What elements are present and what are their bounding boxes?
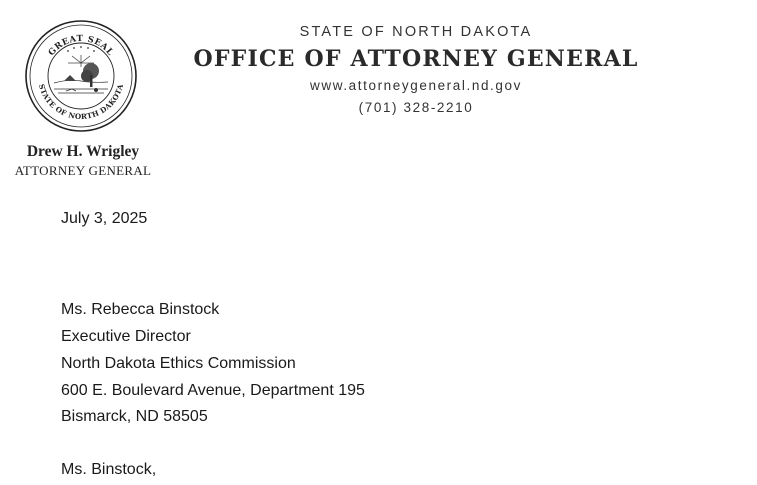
recipient-organization: North Dakota Ethics Commission (61, 355, 296, 372)
attorney-general-name: Drew H. Wrigley (26, 143, 140, 160)
phone-number: (701) 328-2210 (358, 100, 474, 115)
letterhead (190, 23, 642, 116)
attorney-general-title: ATTORNEY GENERAL (14, 163, 152, 178)
great-seal-icon (24, 19, 138, 133)
recipient-street: 600 E. Boulevard Avenue, Department 195 (61, 382, 365, 399)
svg-text:GREAT SEAL (47, 34, 115, 58)
seal-top-text: GREAT SEAL (46, 33, 116, 58)
recipient-position: Executive Director (61, 328, 191, 345)
state-name: STATE OF NORTH DAKOTA (299, 24, 533, 40)
seal-bottom-text: STATE OF NORTH DAKOTA (36, 82, 126, 122)
website-link[interactable]: www.attorneygeneral.nd.gov (310, 78, 522, 93)
salutation: Ms. Binstock, (61, 461, 157, 478)
recipient-name: Ms. Rebecca Binstock (61, 301, 220, 318)
office-title: OFFICE OF ATTORNEY GENERAL (193, 46, 639, 72)
recipient-city: Bismarck, ND 58505 (61, 408, 208, 425)
letter-date: July 3, 2025 (61, 210, 148, 227)
